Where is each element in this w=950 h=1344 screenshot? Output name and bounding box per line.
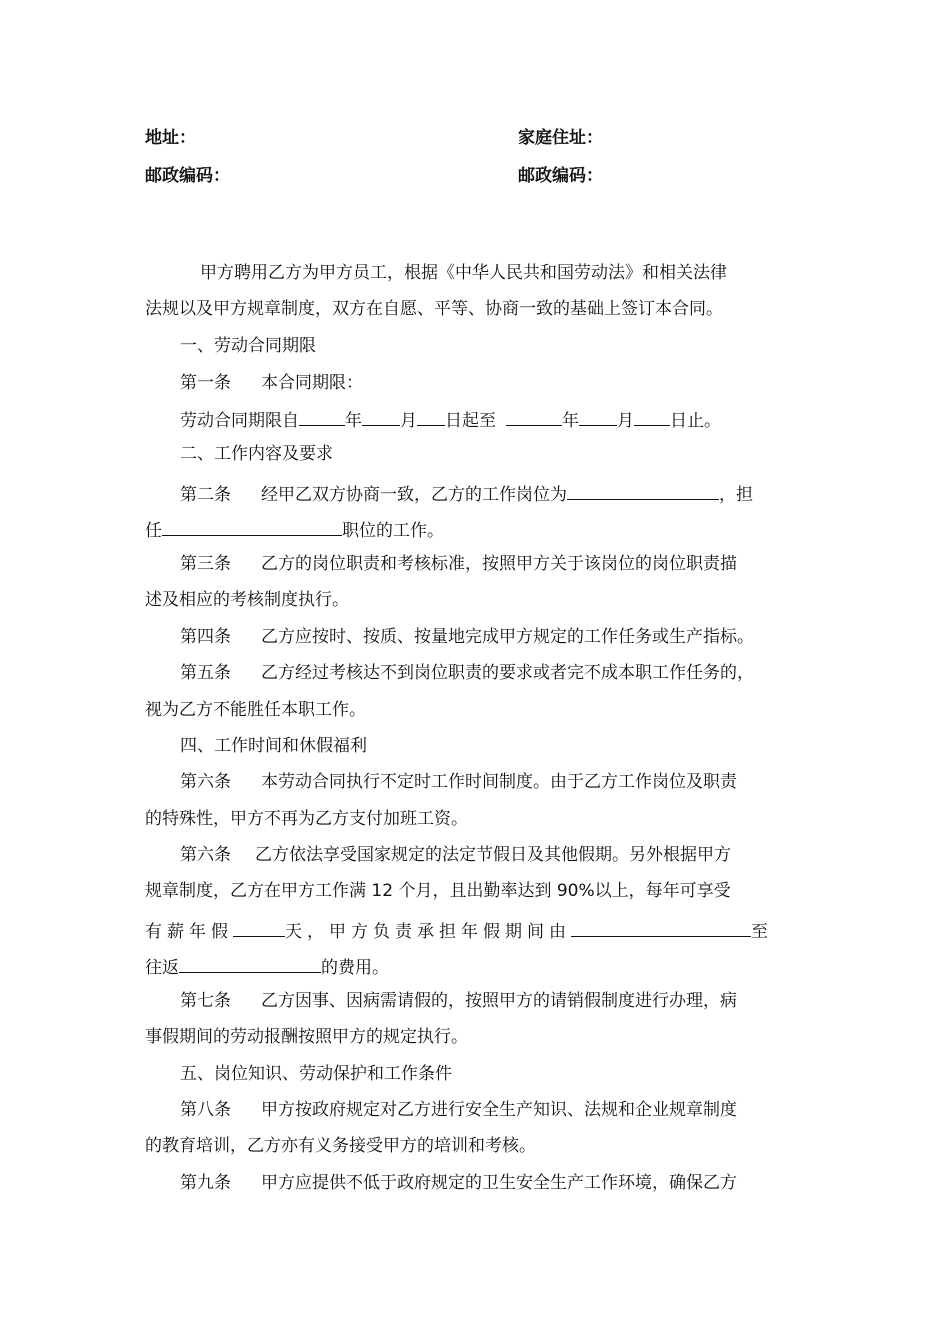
cost-label: 的费用。 [321,958,389,978]
article-2-text: 经甲乙双方协商一致，乙方的工作岗位为 [261,485,567,505]
article-3-number: 第三条 [180,554,231,574]
intro-line-1: 甲方聘用乙方为甲方员工，根据《中华人民共和国劳动法》和相关法律 [200,263,727,283]
section-heading-2: 二、工作内容及要求 [180,444,333,464]
article-2-line-2 [145,517,444,541]
article-2-tail: ，担 [719,485,753,505]
section-heading-4: 四、工作时间和休假福利 [180,736,367,756]
article-6b-line-4 [145,954,389,978]
article-6b-line-1 [180,845,731,865]
article-8-text: 甲方按政府规定对乙方进行安全生产知识、法规和企业规章制度 [261,1100,737,1120]
article-6b-number: 第六条 [180,845,231,865]
term-start-year-blank [299,407,345,426]
article-4-number: 第四条 [180,627,231,647]
intro-line-2: 法规以及甲方规章制度，双方在自愿、平等、协商一致的基础上签订本合同。 [145,299,723,319]
term-start-month-blank [362,407,400,426]
article-6-line-2: 的特殊性，甲方不再为乙方支付加班工资。 [145,809,468,829]
article-9-line-1 [180,1173,737,1193]
article-7-line-1 [180,991,737,1011]
term-month-label-2: 月 [617,411,634,431]
term-end-day-blank [634,407,670,426]
term-from-label: 劳动合同期限自 [180,411,299,431]
job-title-blank [162,517,342,536]
article-8-line-2: 的教育培训，乙方亦有义务接受甲方的培训和考核。 [145,1136,536,1156]
article-7-number: 第七条 [180,991,231,1011]
article-5-number: 第五条 [180,663,231,683]
article-3-line-1 [180,554,737,574]
section-heading-5: 五、岗位知识、劳动保护和工作条件 [180,1064,452,1084]
article-2-line-1 [180,481,753,505]
article-2-line-2-suffix: 职位的工作。 [342,521,444,541]
article-1 [180,373,363,393]
annual-leave-days-blank [233,918,285,937]
annual-leave-label: 有薪年假 [145,922,233,942]
term-line [180,407,721,431]
article-1-number: 第一条 [180,373,231,393]
article-6b-text: 乙方依法享受国家规定的法定节假日及其他假期。另外根据甲方 [255,845,731,865]
article-4-text: 乙方应按时、按质、按量地完成甲方规定的工作任务或生产指标。 [261,627,754,647]
article-6b-line-3 [145,918,773,942]
term-year-label: 年 [345,411,362,431]
article-6-line-1 [180,772,737,792]
article-3-text: 乙方的岗位职责和考核标准，按照甲方关于该岗位的岗位职责描 [261,554,737,574]
article-8-line-1 [180,1100,737,1120]
article-5-text: 乙方经过考核达不到岗位职责的要求或者完不成本职工作任务的， [261,663,754,683]
postcode-label-b: 邮政编码： [518,166,603,186]
section-heading-1: 一、劳动合同期限 [180,336,316,356]
article-7-text: 乙方因事、因病需请假的，按照甲方的请销假制度进行办理，病 [261,991,737,1011]
leave-travel-text: 天，甲方负责承担年假期间由 [285,922,571,942]
travel-destination-blank [179,954,321,973]
postcode-label-a: 邮政编码： [145,166,230,186]
article-3-line-2: 述及相应的考核制度执行。 [145,590,349,610]
term-year-label-2: 年 [562,411,579,431]
home-address-label: 家庭住址： [518,128,603,148]
article-4 [180,627,754,647]
address-label: 地址： [145,128,196,148]
term-end-label: 日止。 [670,411,721,431]
article-5-line-2: 视为乙方不能胜任本职工作。 [145,700,366,720]
article-9-text: 甲方应提供不低于政府规定的卫生安全生产工作环境，确保乙方 [261,1173,737,1193]
article-6-number: 第六条 [180,772,231,792]
article-6-text: 本劳动合同执行不定时工作时间制度。由于乙方工作岗位及职责 [261,772,737,792]
round-trip-label: 往返 [145,958,179,978]
travel-origin-blank [571,918,751,937]
term-month-label: 月 [400,411,417,431]
term-end-month-blank [579,407,617,426]
article-8-number: 第八条 [180,1100,231,1120]
term-end-year-blank [506,407,562,426]
job-position-blank [567,481,719,500]
article-6b-line-2: 规章制度，乙方在甲方工作满 12 个月，且出勤率达到 90%以上，每年可享受 [145,881,731,901]
article-7-line-2: 事假期间的劳动报酬按照甲方的规定执行。 [145,1027,468,1047]
article-9-number: 第九条 [180,1173,231,1193]
term-to-label: 日起至 [445,411,496,431]
article-5-line-1 [180,663,754,683]
travel-to-label: 至 [751,922,773,942]
article-1-text: 本合同期限： [261,373,363,393]
article-2-number: 第二条 [180,485,231,505]
term-start-day-blank [417,407,445,426]
article-2-line-2-prefix: 任 [145,521,162,541]
